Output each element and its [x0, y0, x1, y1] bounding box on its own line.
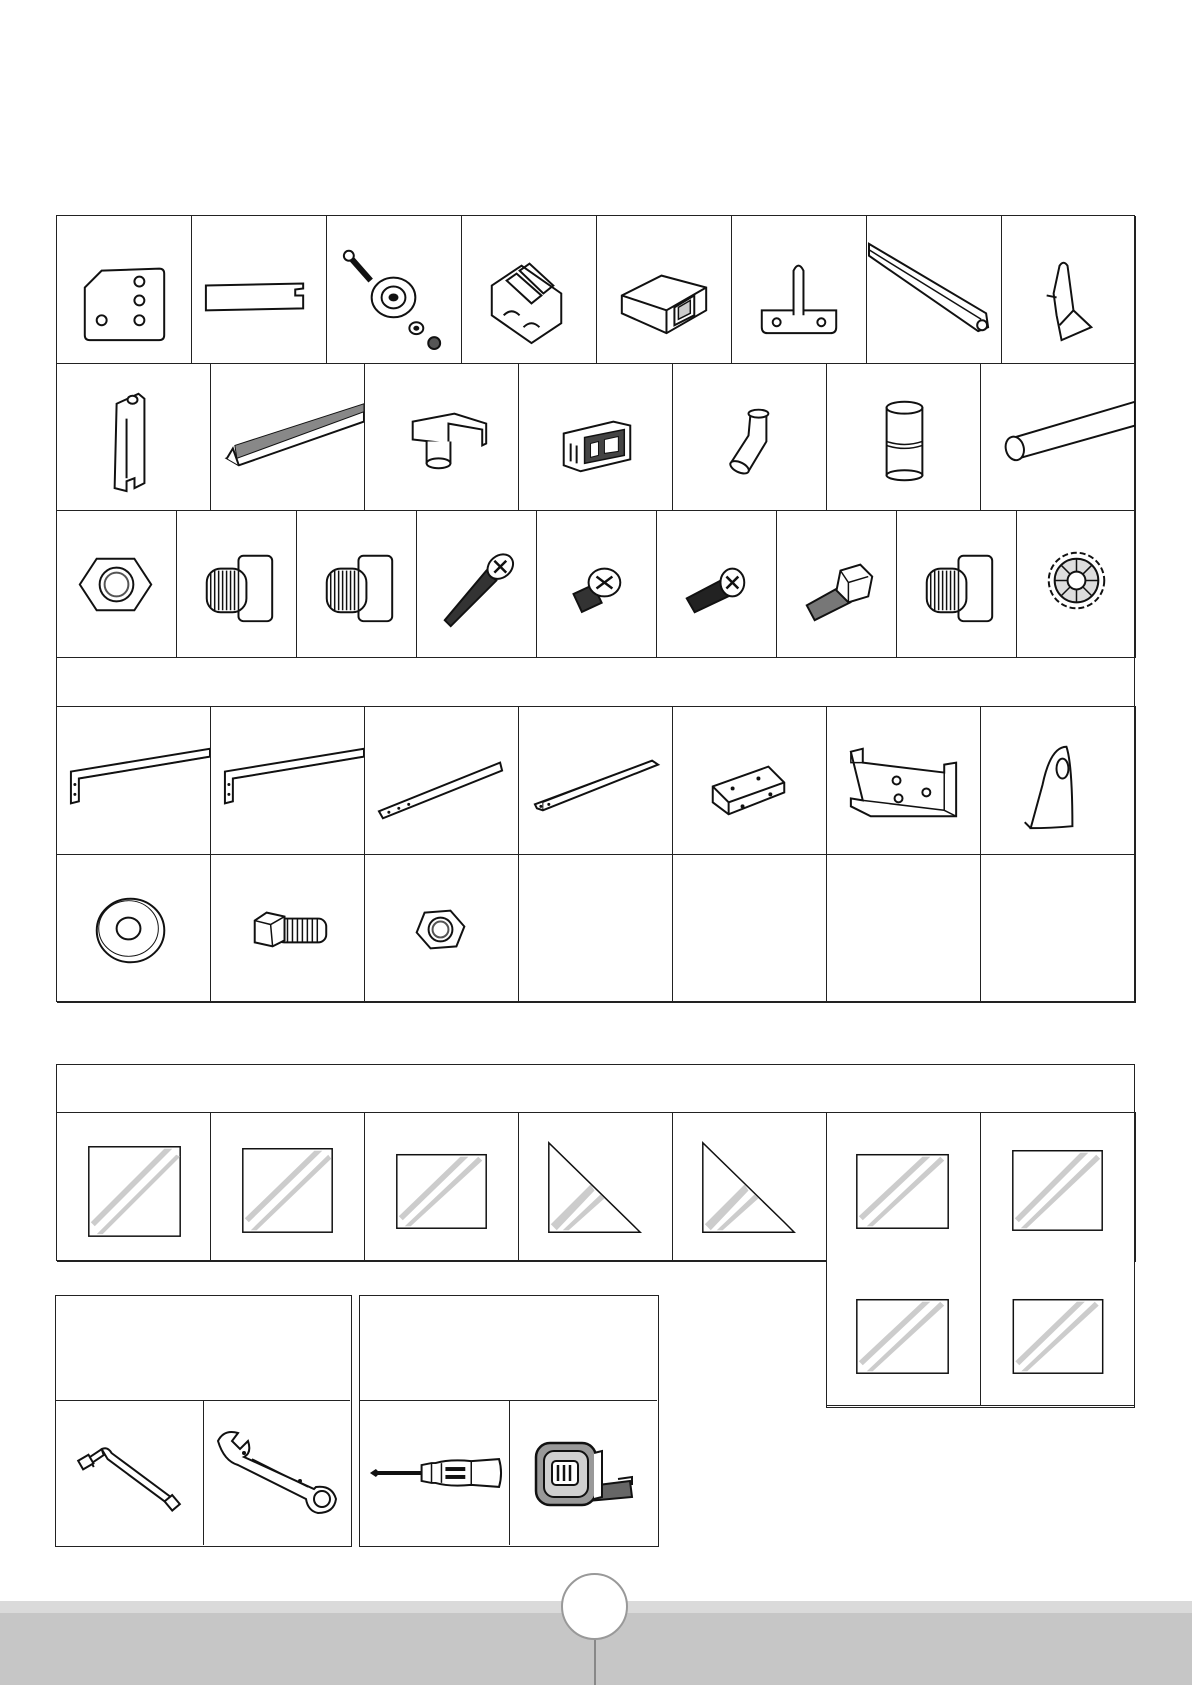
serrated-washer-icon	[1017, 511, 1135, 657]
hex-bolt-icon	[777, 511, 896, 657]
part-hex-bolt-1	[777, 511, 897, 658]
hex-bolt-icon	[211, 855, 364, 1002]
tools-box-1-header	[56, 1296, 350, 1401]
part-elbow-pipe	[673, 364, 827, 511]
rect-panel-icon	[827, 1260, 980, 1405]
u-channel-bracket-icon	[827, 707, 980, 854]
triangle-panel-icon	[519, 1113, 672, 1261]
panel-table	[56, 1064, 1135, 1261]
footer-divider	[594, 1640, 596, 1685]
square-panel-icon	[57, 1113, 210, 1261]
roller-wheel-kit-icon	[327, 216, 461, 363]
part-brush-strip	[211, 364, 365, 511]
part-angle-bar-1	[365, 707, 519, 855]
panel-1	[57, 1113, 211, 1262]
part-square-cap	[597, 216, 732, 364]
connector-block-icon	[57, 364, 210, 510]
hex-key-icon	[56, 1401, 203, 1545]
tool-hex-key	[56, 1401, 204, 1545]
panel-7	[981, 1113, 1136, 1262]
combination-wrench-icon	[204, 1401, 350, 1545]
pipe-coupler-icon	[827, 364, 980, 510]
gutter-clip-icon	[519, 364, 672, 510]
tool-tape-measure	[510, 1401, 657, 1545]
flat-bar-icon	[192, 216, 326, 363]
short-angle-bracket-icon	[673, 707, 826, 854]
part-square-head-bolt-3	[897, 511, 1017, 658]
rect-panel-icon	[827, 1113, 980, 1261]
corner-clip-icon	[1002, 216, 1135, 363]
part-clip-bracket	[462, 216, 597, 364]
part-pan-head-screw	[417, 511, 537, 658]
hardware-section-header	[57, 658, 1136, 707]
panel-6	[827, 1113, 981, 1262]
square-panel-icon	[211, 1113, 364, 1261]
hex-nut-icon	[57, 511, 176, 657]
part-u-channel-bracket	[827, 707, 981, 855]
hardware-table	[56, 215, 1135, 1002]
tape-measure-icon	[510, 1401, 657, 1545]
part-track-rail	[867, 216, 1002, 364]
part-corner-clip	[1002, 216, 1136, 364]
lug-bracket-icon	[981, 707, 1135, 854]
part-gutter-bracket	[365, 364, 519, 511]
part-empty-1	[519, 855, 673, 1003]
part-square-head-bolt-2	[297, 511, 417, 658]
panel-3	[365, 1113, 519, 1262]
gutter-bracket-icon	[365, 364, 518, 510]
elbow-pipe-icon	[673, 364, 826, 510]
part-empty-3	[827, 855, 981, 1003]
part-hex-nut-2	[365, 855, 519, 1003]
part-hex-nut	[57, 511, 177, 658]
tool-combination-wrench	[204, 1401, 350, 1545]
hook-plate-icon	[732, 216, 866, 363]
rect-panel-icon	[981, 1260, 1134, 1405]
tools-box-2	[359, 1295, 659, 1547]
long-channel-icon	[211, 707, 364, 854]
long-channel-icon	[57, 707, 210, 854]
panel-4	[519, 1113, 673, 1262]
track-rail-icon	[867, 216, 1001, 363]
tools-box-1	[55, 1295, 352, 1547]
rect-panel-icon	[981, 1113, 1135, 1261]
part-corner-plate	[57, 216, 192, 364]
truss-head-screw-icon	[537, 511, 656, 657]
tools-box-2-header	[360, 1296, 657, 1401]
downpipe-icon	[981, 364, 1135, 510]
square-head-bolt-icon	[297, 511, 416, 657]
panel-9	[981, 1260, 1134, 1406]
part-hex-bolt-2	[211, 855, 365, 1003]
part-square-head-bolt-1	[177, 511, 297, 658]
square-cap-icon	[597, 216, 731, 363]
panel-5	[673, 1113, 827, 1262]
part-truss-head-screw	[537, 511, 657, 658]
part-lug-bracket	[981, 707, 1136, 855]
square-head-bolt-icon	[897, 511, 1016, 657]
part-flat-bar	[192, 216, 327, 364]
pan-head-screw-icon	[417, 511, 536, 657]
part-downpipe	[981, 364, 1136, 511]
screwdriver-icon	[360, 1401, 509, 1545]
panel-section-header	[57, 1065, 1136, 1113]
hex-nut-icon	[365, 855, 518, 1002]
panel-table-row-2	[826, 1260, 1135, 1408]
panel-2	[211, 1113, 365, 1262]
panel-8	[827, 1260, 981, 1406]
countersunk-screw-icon	[657, 511, 776, 657]
triangle-panel-icon	[673, 1113, 826, 1261]
angle-bar-icon	[519, 707, 672, 854]
part-pipe-coupler	[827, 364, 981, 511]
part-long-channel-2	[211, 707, 365, 855]
part-gutter-clip	[519, 364, 673, 511]
corner-plate-icon	[57, 216, 191, 363]
page-number-badge	[561, 1573, 628, 1640]
part-long-channel-1	[57, 707, 211, 855]
brush-strip-icon	[211, 364, 364, 510]
square-head-bolt-icon	[177, 511, 296, 657]
tool-screwdriver	[360, 1401, 510, 1545]
part-angle-bar-2	[519, 707, 673, 855]
part-empty-2	[673, 855, 827, 1003]
part-countersunk-screw	[657, 511, 777, 658]
flat-washer-icon	[57, 855, 210, 1002]
part-flat-washer	[57, 855, 211, 1003]
part-connector-block	[57, 364, 211, 511]
clip-bracket-icon	[462, 216, 596, 363]
part-roller-wheel-kit	[327, 216, 462, 364]
rect-panel-icon	[365, 1113, 518, 1261]
angle-bar-icon	[365, 707, 518, 854]
part-empty-4	[981, 855, 1136, 1003]
part-hook-plate	[732, 216, 867, 364]
part-serrated-washer	[1017, 511, 1136, 658]
part-short-angle-bracket	[673, 707, 827, 855]
